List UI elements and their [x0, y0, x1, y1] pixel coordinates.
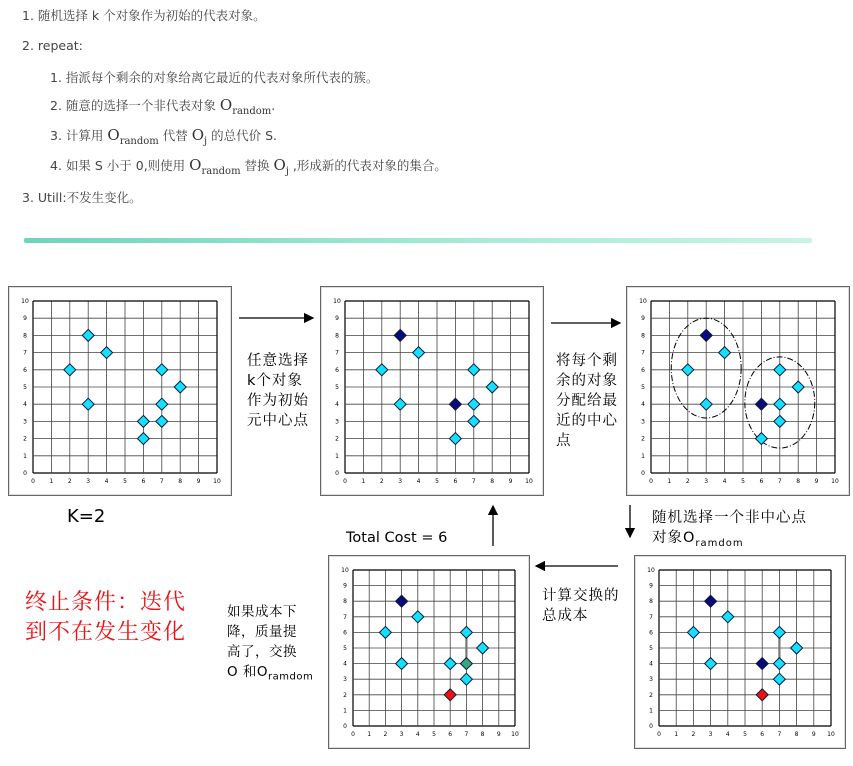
- x-tick-label: 0: [31, 478, 35, 485]
- x-tick-label: 5: [743, 731, 747, 738]
- x-tick-label: 0: [649, 478, 653, 485]
- y-tick-label: 3: [335, 418, 339, 426]
- step-2-4: 4. 如果 S 小于 0,则使用 $O_{random}$ 替换 $O_j$ ,形成新的代表对象的集合。: [50, 156, 447, 177]
- y-tick-label: 3: [23, 418, 27, 426]
- y-tick-label: 4: [23, 401, 27, 409]
- y-tick-label: 10: [639, 298, 647, 305]
- y-tick-label: 3: [343, 676, 347, 684]
- label-compute-cost: 计算交换的 总成本: [542, 588, 620, 624]
- x-tick-label: 10: [525, 478, 533, 485]
- x-tick-label: 0: [351, 731, 355, 738]
- x-tick-label: 1: [361, 478, 366, 485]
- y-tick-label: 0: [641, 470, 645, 477]
- x-tick-label: 3: [708, 731, 713, 738]
- label-select-initial: 任意选择 k个对象 作为初始 元中心点: [247, 353, 309, 429]
- x-tick-label: 7: [159, 478, 164, 485]
- y-tick-label: 6: [343, 629, 347, 637]
- x-tick-label: 1: [667, 478, 672, 485]
- x-tick-label: 0: [343, 478, 347, 485]
- y-tick-label: 2: [335, 435, 339, 443]
- x-tick-label: 9: [508, 478, 513, 485]
- x-tick-label: 3: [86, 478, 91, 485]
- y-tick-label: 9: [343, 582, 347, 590]
- y-tick-label: 2: [343, 691, 347, 699]
- x-tick-label: 3: [398, 478, 403, 485]
- y-tick-label: 2: [641, 435, 645, 443]
- x-tick-label: 7: [777, 478, 782, 485]
- x-tick-label: 10: [213, 478, 221, 485]
- x-tick-label: 8: [178, 478, 183, 485]
- y-tick-label: 1: [343, 707, 347, 715]
- x-tick-label: 9: [814, 478, 819, 485]
- step-2-3: 3. 计算用 $O_{random}$ 代替 $O_j$ 的总代价 S.: [50, 126, 278, 147]
- x-tick-label: 10: [827, 731, 835, 738]
- x-tick-label: 3: [399, 731, 404, 738]
- y-tick-label: 3: [641, 418, 645, 426]
- y-tick-label: 6: [649, 629, 653, 637]
- x-tick-label: 8: [796, 478, 801, 485]
- termination-condition: 终止条件：迭代 到不在发生变化: [25, 590, 187, 645]
- y-tick-label: 10: [21, 298, 29, 305]
- step-2: 2. repeat:: [22, 38, 83, 53]
- y-tick-label: 1: [335, 452, 339, 460]
- y-tick-label: 5: [343, 645, 347, 652]
- x-tick-label: 7: [777, 731, 782, 738]
- x-tick-label: 6: [141, 478, 146, 485]
- label-random-pick: 随机选择一个非中心点 对象$O_{ramdom}$: [652, 510, 807, 549]
- y-tick-label: 3: [649, 676, 653, 684]
- y-tick-label: 8: [335, 332, 339, 340]
- y-tick-label: 4: [649, 660, 653, 668]
- y-tick-label: 7: [641, 349, 645, 357]
- y-tick-label: 2: [23, 435, 27, 443]
- x-tick-label: 5: [741, 478, 745, 485]
- y-tick-label: 1: [641, 452, 645, 460]
- x-tick-label: 4: [416, 478, 421, 485]
- x-tick-label: 2: [379, 478, 384, 485]
- x-tick-label: 5: [123, 478, 127, 485]
- y-tick-label: 8: [23, 332, 27, 340]
- y-tick-label: 7: [343, 613, 347, 621]
- x-tick-label: 3: [704, 478, 709, 485]
- y-tick-label: 4: [343, 660, 347, 668]
- x-tick-label: 9: [811, 731, 816, 738]
- x-tick-label: 6: [448, 731, 453, 738]
- x-tick-label: 8: [490, 478, 495, 485]
- y-tick-label: 7: [649, 613, 653, 621]
- y-tick-label: 10: [341, 567, 349, 574]
- x-tick-label: 6: [453, 478, 458, 485]
- y-tick-label: 5: [641, 384, 645, 391]
- x-tick-label: 4: [725, 731, 730, 738]
- y-tick-label: 9: [641, 315, 645, 323]
- y-tick-label: 9: [23, 315, 27, 323]
- y-tick-label: 10: [647, 567, 655, 574]
- x-tick-label: 1: [367, 731, 372, 738]
- y-tick-label: 8: [343, 598, 347, 606]
- y-tick-label: 8: [641, 332, 645, 340]
- label-assign: 将每个剩 余的对象 分配给最 近的中心 点: [556, 353, 618, 449]
- total-cost: Total Cost = 6: [346, 530, 448, 546]
- y-tick-label: 4: [335, 401, 339, 409]
- x-tick-label: 10: [831, 478, 839, 485]
- y-tick-label: 1: [649, 707, 653, 715]
- x-tick-label: 4: [104, 478, 109, 485]
- x-tick-label: 10: [511, 731, 519, 738]
- x-tick-label: 9: [196, 478, 201, 485]
- y-tick-label: 1: [23, 452, 27, 460]
- step-1: 1. 随机选择 k 个对象作为初始的代表对象。: [22, 8, 266, 23]
- x-tick-label: 7: [464, 731, 469, 738]
- x-tick-label: 5: [432, 731, 436, 738]
- y-tick-label: 0: [343, 723, 347, 730]
- y-tick-label: 6: [23, 366, 27, 374]
- y-tick-label: 10: [333, 298, 341, 305]
- x-tick-label: 5: [435, 478, 439, 485]
- y-tick-label: 9: [335, 315, 339, 323]
- y-tick-label: 0: [649, 723, 653, 730]
- label-if-lower: 如果成本下 降，质量提 高了，交换 O 和$O_{ramdom}$: [227, 604, 314, 683]
- y-tick-label: 9: [649, 582, 653, 590]
- x-tick-label: 4: [722, 478, 727, 485]
- y-tick-label: 5: [649, 645, 653, 652]
- x-tick-label: 8: [480, 731, 485, 738]
- y-tick-label: 0: [23, 470, 27, 477]
- x-tick-label: 8: [794, 731, 799, 738]
- step-2-2: 2. 随意的选择一个非代表对象 $O_{random}$.: [50, 96, 276, 117]
- y-tick-label: 6: [641, 366, 645, 374]
- y-tick-label: 2: [649, 691, 653, 699]
- x-tick-label: 1: [49, 478, 54, 485]
- x-tick-label: 6: [760, 731, 765, 738]
- x-tick-label: 2: [383, 731, 388, 738]
- step-3: 3. Utill:不发生变化。: [22, 190, 142, 205]
- y-tick-label: 0: [335, 470, 339, 477]
- x-tick-label: 7: [471, 478, 476, 485]
- y-tick-label: 4: [641, 401, 645, 409]
- k-value: K=2: [67, 506, 106, 527]
- y-tick-label: 5: [23, 384, 27, 391]
- y-tick-label: 7: [23, 349, 27, 357]
- x-tick-label: 2: [691, 731, 696, 738]
- x-tick-label: 1: [674, 731, 679, 738]
- x-tick-label: 6: [759, 478, 764, 485]
- x-tick-label: 4: [415, 731, 420, 738]
- x-tick-label: 2: [685, 478, 690, 485]
- y-tick-label: 8: [649, 598, 653, 606]
- step-2-1: 1. 指派每个剩余的对象给离它最近的代表对象所代表的簇。: [50, 70, 379, 85]
- x-tick-label: 0: [657, 731, 661, 738]
- x-tick-label: 9: [496, 731, 501, 738]
- y-tick-label: 7: [335, 349, 339, 357]
- y-tick-label: 5: [335, 384, 339, 391]
- y-tick-label: 6: [335, 366, 339, 374]
- x-tick-label: 2: [67, 478, 72, 485]
